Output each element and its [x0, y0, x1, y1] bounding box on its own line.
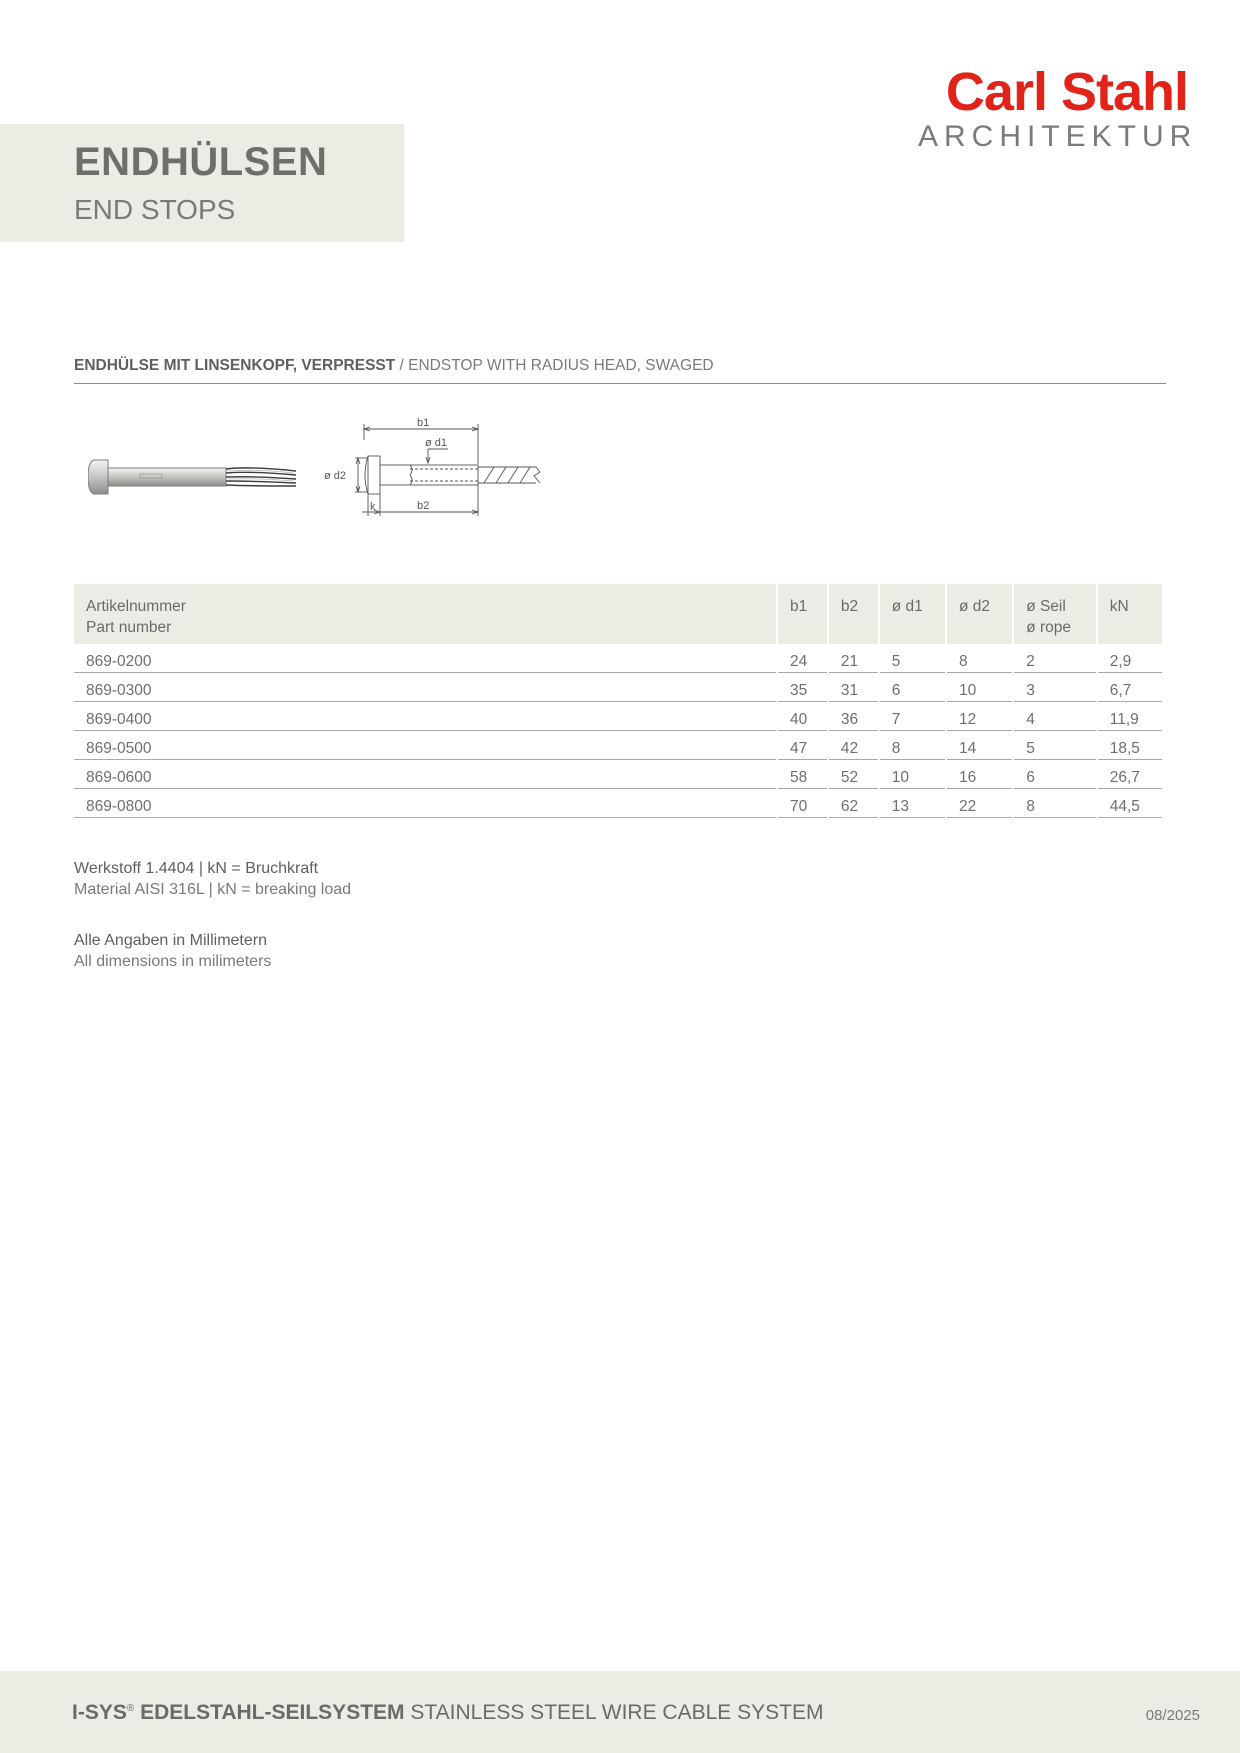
cell-b1: 35	[778, 673, 827, 702]
table-row	[74, 731, 1162, 760]
cell-b2: 62	[829, 789, 878, 818]
header-b2: b2	[829, 584, 878, 644]
footer-title-en: STAINLESS STEEL WIRE CABLE SYSTEM	[404, 1701, 824, 1724]
cell-kn: 11,9	[1098, 702, 1162, 731]
header-rope-en: ø rope	[1026, 619, 1071, 636]
header-part-de: Artikelnummer	[86, 598, 186, 615]
header-rope	[1014, 584, 1096, 644]
material-note	[74, 858, 351, 900]
header-b1: b1	[778, 584, 827, 644]
cell-b2: 31	[829, 673, 878, 702]
cell-b2: 52	[829, 760, 878, 789]
cell-rope: 8	[1014, 789, 1096, 818]
cell-d2: 10	[947, 673, 1012, 702]
page-subtitle: END STOPS	[74, 194, 236, 225]
logo-brand-text: Carl Stahl	[945, 62, 1188, 122]
drawing-label-b1: b1	[417, 417, 430, 429]
dimensions-note	[74, 930, 271, 972]
section-heading-en: / ENDSTOP WITH RADIUS HEAD, SWAGED	[395, 357, 714, 374]
cell-kn: 18,5	[1098, 731, 1162, 760]
header-d2: ø d2	[947, 584, 1012, 644]
cell-rope: 3	[1014, 673, 1096, 702]
cell-d1: 13	[880, 789, 945, 818]
footer-product-line	[72, 1701, 823, 1725]
cell-d1: 8	[880, 731, 945, 760]
cell-d1: 10	[880, 760, 945, 789]
cell-kn: 2,9	[1098, 644, 1162, 673]
cell-b1: 47	[778, 731, 827, 760]
cell-b2: 42	[829, 731, 878, 760]
cell-b1: 70	[778, 789, 827, 818]
cell-part: 869-0500	[74, 731, 776, 760]
drawing-label-k: k	[370, 501, 376, 513]
title-panel	[0, 124, 404, 242]
spec-table	[72, 584, 1164, 818]
dimensions-note-en: All dimensions in milimeters	[74, 953, 272, 970]
header-part-en: Part number	[86, 619, 172, 636]
material-note-de: Werkstoff 1.4404 | kN = Bruchkraft	[74, 860, 319, 877]
cell-kn: 6,7	[1098, 673, 1162, 702]
end-stop-product-image	[88, 446, 298, 508]
table-row	[74, 789, 1162, 818]
brand-logo	[918, 62, 1198, 154]
table-header-row	[74, 584, 1162, 644]
cell-d1: 7	[880, 702, 945, 731]
footer-brand: I-SYS	[72, 1701, 127, 1724]
cell-d1: 6	[880, 673, 945, 702]
cell-rope: 4	[1014, 702, 1096, 731]
dimensions-note-de: Alle Angaben in Millimetern	[74, 932, 267, 949]
drawing-label-d1: ø d1	[425, 437, 448, 449]
section-heading	[74, 357, 1166, 384]
cell-d2: 14	[947, 731, 1012, 760]
header-d1: ø d1	[880, 584, 945, 644]
cell-d2: 8	[947, 644, 1012, 673]
cell-d2: 12	[947, 702, 1012, 731]
cell-part: 869-0600	[74, 760, 776, 789]
header-rope-de: ø Seil	[1026, 598, 1066, 615]
registered-mark: ®	[126, 1703, 135, 1714]
end-stop-technical-drawing	[318, 412, 548, 522]
table-row	[74, 702, 1162, 731]
cell-d2: 16	[947, 760, 1012, 789]
cell-part: 869-0300	[74, 673, 776, 702]
cell-b1: 40	[778, 702, 827, 731]
header-part-number	[74, 584, 776, 644]
page-footer	[0, 1671, 1240, 1753]
table-row	[74, 644, 1162, 673]
cell-b1: 24	[778, 644, 827, 673]
cell-b1: 58	[778, 760, 827, 789]
table-row	[74, 673, 1162, 702]
footer-date: 08/2025	[1145, 1707, 1200, 1724]
cell-part: 869-0400	[74, 702, 776, 731]
cell-rope: 5	[1014, 731, 1096, 760]
header-kn: kN	[1098, 584, 1162, 644]
material-note-en: Material AISI 316L | kN = breaking load	[74, 881, 352, 898]
cell-d2: 22	[947, 789, 1012, 818]
cell-part: 869-0800	[74, 789, 776, 818]
logo-sub-text: ARCHITEKTUR	[918, 120, 1198, 153]
drawing-label-b2: b2	[417, 500, 430, 512]
table-row	[74, 760, 1162, 789]
cell-rope: 6	[1014, 760, 1096, 789]
section-heading-de: ENDHÜLSE MIT LINSENKOPF, VERPRESST	[74, 357, 396, 374]
cell-d1: 5	[880, 644, 945, 673]
cell-b2: 21	[829, 644, 878, 673]
cell-rope: 2	[1014, 644, 1096, 673]
cell-part: 869-0200	[74, 644, 776, 673]
footer-title-de: EDELSTAHL-SEILSYSTEM	[134, 1701, 405, 1724]
cell-b2: 36	[829, 702, 878, 731]
drawing-label-d2: ø d2	[324, 470, 347, 482]
cell-kn: 26,7	[1098, 760, 1162, 789]
cell-kn: 44,5	[1098, 789, 1162, 818]
page-title: ENDHÜLSEN	[74, 140, 328, 184]
